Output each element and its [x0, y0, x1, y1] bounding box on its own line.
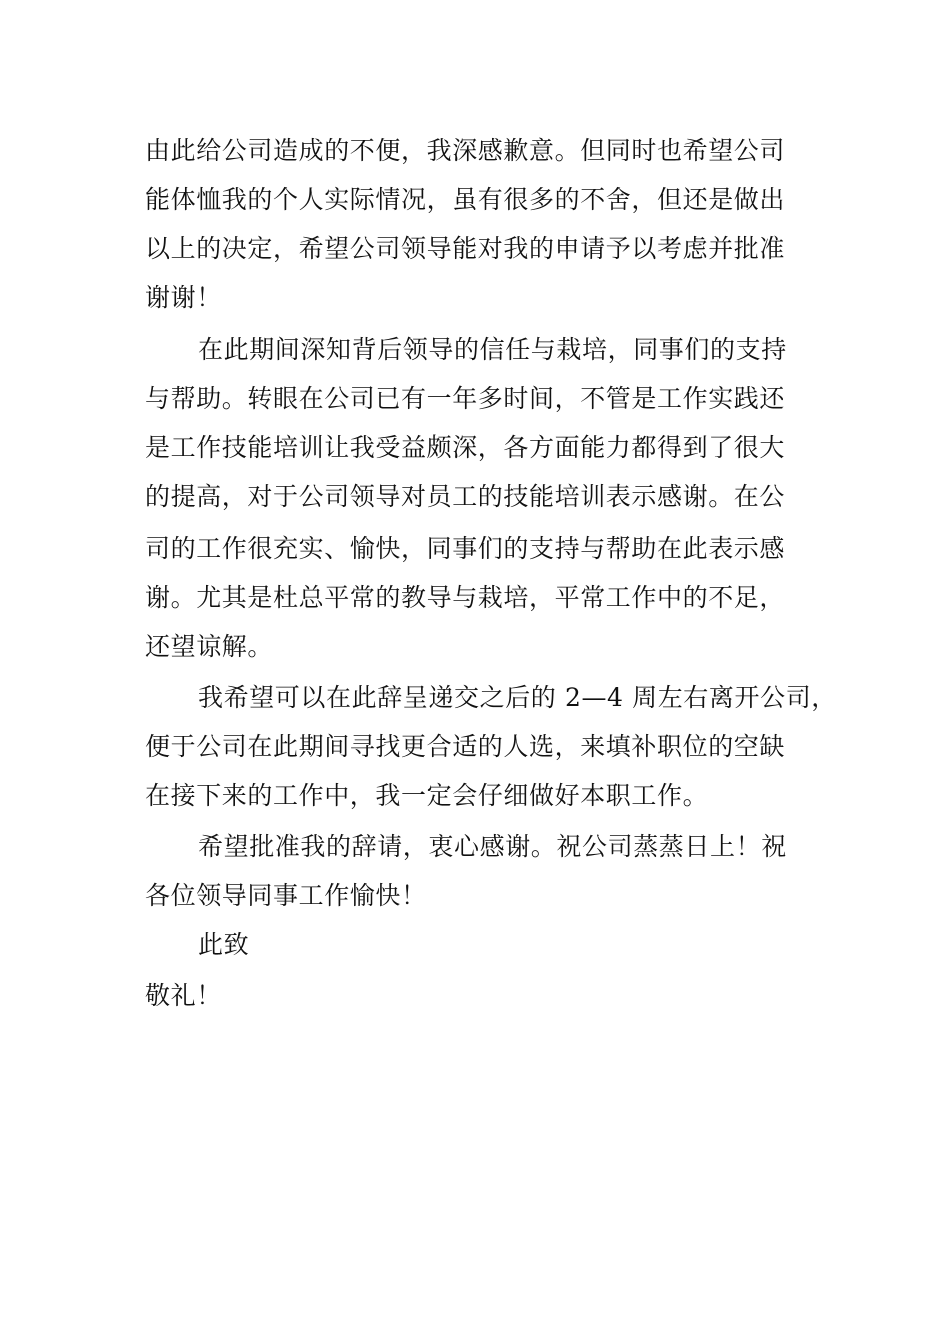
paragraph-gratitude-line-1: 在此期间深知背后领导的信任与栽培，同事们的支持: [198, 335, 787, 364]
paragraph-gratitude-line-6: 谢。尤其是杜总平常的教导与栽培，平常工作中的不足，: [145, 583, 786, 612]
paragraph-gratitude-line-3: 是工作技能培训让我受益颇深，各方面能力都得到了很大: [145, 433, 786, 462]
paragraph-gratitude-line-7: 还望谅解。: [145, 632, 274, 661]
paragraph-timeline-line-1: 我希望可以在此辞呈递交之后的 2—4 周左右离开公司，: [198, 683, 837, 712]
paragraph-wishes-line-1: 希望批准我的辞请，衷心感谢。祝公司蒸蒸日上！祝: [198, 832, 787, 861]
paragraph-apology-line-2: 能体恤我的个人实际情况，虽有很多的不舍，但还是做出: [145, 185, 786, 214]
paragraph-gratitude-line-5: 司的工作很充实、愉快，同事们的支持与帮助在此表示感: [145, 534, 786, 563]
paragraph-gratitude-line-2: 与帮助。转眼在公司已有一年多时间，不管是工作实践还: [145, 384, 786, 413]
paragraph-gratitude-line-4: 的提高，对于公司领导对员工的技能培训表示感谢。在公: [145, 482, 786, 511]
closing-salutation: 此致: [198, 930, 250, 959]
closing-regards: 敬礼！: [145, 981, 222, 1010]
paragraph-timeline-line-2: 便于公司在此期间寻找更合适的人选，来填补职位的空缺: [145, 732, 786, 761]
paragraph-timeline-line-3: 在接下来的工作中，我一定会仔细做好本职工作。: [145, 781, 709, 810]
paragraph-apology-line-4: 谢谢！: [145, 283, 222, 312]
paragraph-apology-line-3: 以上的决定，希望公司领导能对我的申请予以考虑并批准: [145, 234, 786, 263]
paragraph-wishes-line-2: 各位领导同事工作愉快！: [145, 881, 427, 910]
paragraph-apology-line-1: 由此给公司造成的不便，我深感歉意。但同时也希望公司: [145, 136, 786, 165]
